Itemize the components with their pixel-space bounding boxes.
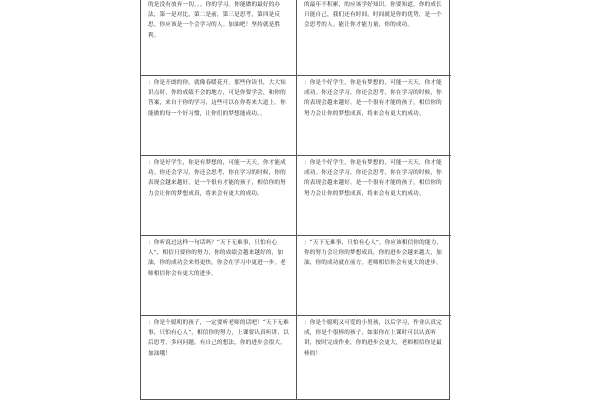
comment-cell: ：你是个好学生，你是有梦想的，可能一天天，你才能成功。你还会学习，你还会思考，你在学习的时候，你的表现会越来越好，是一个很有才能的孩子，相信你的努力会让你的梦想成真，将来会有更大的成功。 bbox=[296, 156, 451, 235]
comment-cell: ：你是个好学生，你是有梦想的，可能一天天，你才能成功。你还会学习，你还会思考，你在学习的时候，你的表现会越来越好，是一个很有才能的孩子，相信你的努力会让你的梦想成真，将来会有更大的成功。 bbox=[296, 76, 451, 155]
table-row bbox=[141, 235, 451, 315]
table-row bbox=[141, 315, 451, 400]
comment-cell: ：你是个聪明的孩子，一定要听老师的话吧！“天下无难事，只怕有心人”，相信你的努力，上课要认真听讲，以后思考，多问问题，有自己的想法，你的进步会很大。加油哦！ bbox=[148, 320, 289, 357]
table-row bbox=[141, 0, 451, 75]
table-row bbox=[141, 155, 451, 235]
comment-cell: ：你是个聪明又可爱的小男孩，以后学习，作业认真完成，你是个很棒的孩子，如果你在上课时可以认真听讲，按时完成作业，你的进步会更大，老师相信你是最棒的！ bbox=[296, 316, 451, 400]
comment-cell: ：你是好学生，你是有梦想的，可能一天天，你才能成功。你还会学习，你还会思考，你在学习的时候，你的表现会越来越好，是一个很有才能的孩子，相信你的努力会让你的梦想成真，将来会有更大的成功。 bbox=[148, 160, 286, 197]
comment-cell: 的最年不积累，的应该学好知识。你要知道，你的成长只能自己，我们还有时间，时间就是你的优势，是一个会思考的人。能让你才能力量，你的成功。 bbox=[296, 0, 451, 75]
comment-cell: 的是没有放弃一切。。。你的学习。你能做的最好的办法，第一是对比，第二是前，第三是思考，第四是反思。你应该是一个会学习的人。加油吧！坚持就是胜利。 bbox=[148, 2, 281, 39]
comment-cell: ：你是开朗的你，就像春暖花开。那些你读书，大大知识点时，你的成绩不会的地方，可是你要学会，和你的答案，来自于你的学习，这些可以在你将来大道上。你能做的每一个好习惯，让你们的梦想能成功。。 bbox=[148, 80, 286, 117]
comment-cell: ：“天下无难事，只怕有心人”，你应该相信你的能力，你的努力会让你的梦想成真，你的进步会越来越大，加油，你的成功就在前方。老师相信你会有更大的进步。 bbox=[296, 236, 451, 315]
comment-cell: ：你听说过这样一句话吗？“天下无难事，只怕有心人”，相信只要你的努力，你的成绩会越来越好的，加油，你的成功会来得更快，你会在学习中更进一步。老师相信你会有更大的进步。 bbox=[148, 240, 286, 277]
table-row bbox=[141, 75, 451, 155]
comment-table bbox=[140, 0, 450, 400]
